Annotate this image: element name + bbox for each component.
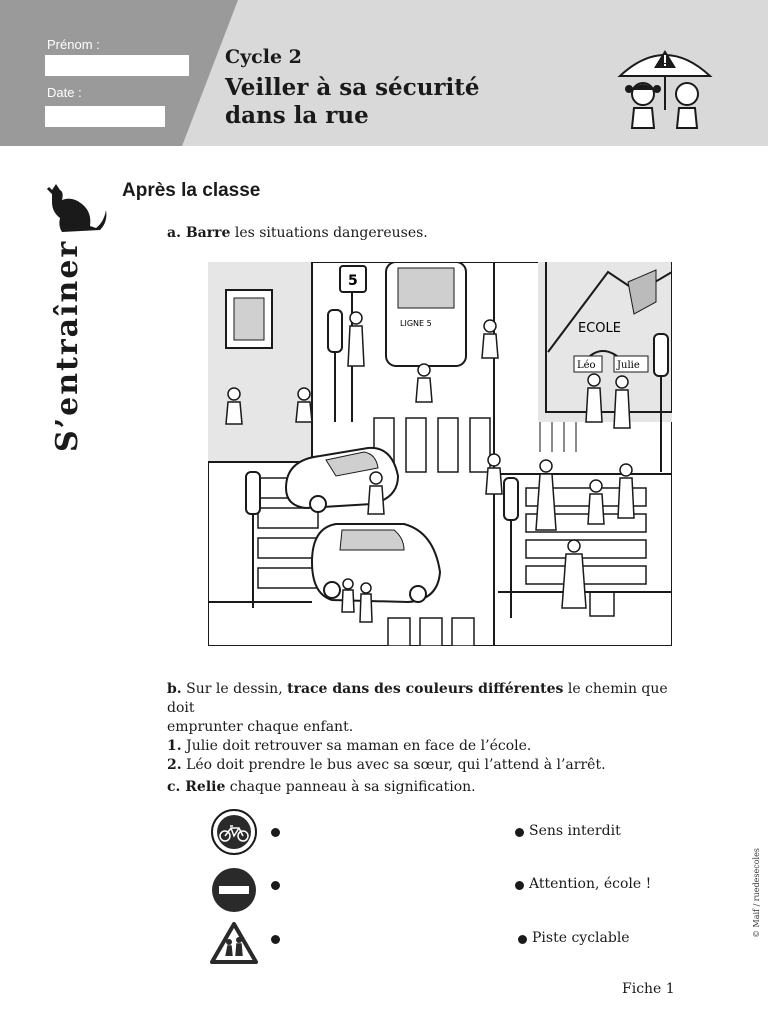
cycle-label: Cycle 2 (225, 46, 302, 68)
answer-attention-ecole: Attention, école ! (529, 876, 652, 892)
section-title: Après la classe (122, 180, 261, 201)
no-entry-sign-icon (210, 866, 258, 914)
date-label: Date : (47, 85, 82, 100)
exercise-b-line1 (167, 680, 687, 718)
side-title: S’entraîner (50, 239, 85, 452)
answer-sens-interdit: Sens interdit (529, 823, 621, 839)
title-line-2: dans la rue (225, 102, 369, 129)
right-dot-2[interactable] (515, 881, 524, 890)
children-umbrella-icon (616, 40, 714, 132)
prenom-field[interactable] (45, 55, 189, 76)
copyright: © Maif / ruedesecoles (752, 848, 761, 938)
left-dot-2[interactable] (271, 881, 280, 890)
exercise-b-bold: trace dans des couleurs différentes (287, 681, 564, 697)
name-tag-leo: Léo (577, 360, 596, 371)
right-dot-1[interactable] (515, 828, 524, 837)
bicycle-sign-icon (210, 808, 258, 856)
title-line-1: Veiller à sa sécurité (225, 74, 480, 101)
left-dot-3[interactable] (271, 935, 280, 944)
date-field[interactable] (45, 106, 165, 127)
exercise-a-bold: a. Barre (167, 225, 231, 241)
item1-number: 1. (167, 738, 182, 754)
exercise-b-intro: Sur le dessin, (181, 681, 288, 697)
exercise-a-text: les situations dangereuses. (230, 225, 428, 241)
exercise-b (167, 680, 687, 775)
exercise-c-text: chaque panneau à sa signification. (225, 779, 476, 795)
item2-text: Léo doit prendre le bus avec sa sœur, qui l’attend à l’arrêt. (181, 757, 606, 773)
exercise-b-letter: b. (167, 681, 182, 697)
exercise-b-rest: le chemin que doit (167, 681, 668, 716)
exercise-b-item1 (167, 737, 687, 756)
right-dot-3[interactable] (518, 935, 527, 944)
exercise-a (167, 224, 428, 243)
exercise-c-bold: c. Relie (167, 779, 226, 795)
black-cat-icon (46, 182, 112, 234)
school-sign-text: ECOLE (578, 321, 621, 336)
header-banner (0, 0, 768, 146)
school-warning-sign-icon (210, 920, 258, 968)
prenom-label: Prénom : (47, 37, 100, 52)
exercise-c (167, 778, 476, 797)
item1-text: Julie doit retrouver sa maman en face de l’école. (181, 738, 532, 754)
bus-line-label: LIGNE 5 (400, 319, 432, 328)
left-dot-1[interactable] (271, 828, 280, 837)
bus-stop-number: 5 (348, 273, 358, 289)
page-footer: Fiche 1 (622, 981, 675, 997)
page-title (225, 74, 545, 130)
name-tag-julie: Julie (617, 360, 640, 371)
item2-number: 2. (167, 757, 182, 773)
exercise-b-item2 (167, 756, 687, 775)
street-scene-illustration (208, 262, 672, 646)
exercise-b-line2: emprunter chaque enfant. (167, 719, 354, 735)
answer-piste-cyclable: Piste cyclable (532, 930, 630, 946)
